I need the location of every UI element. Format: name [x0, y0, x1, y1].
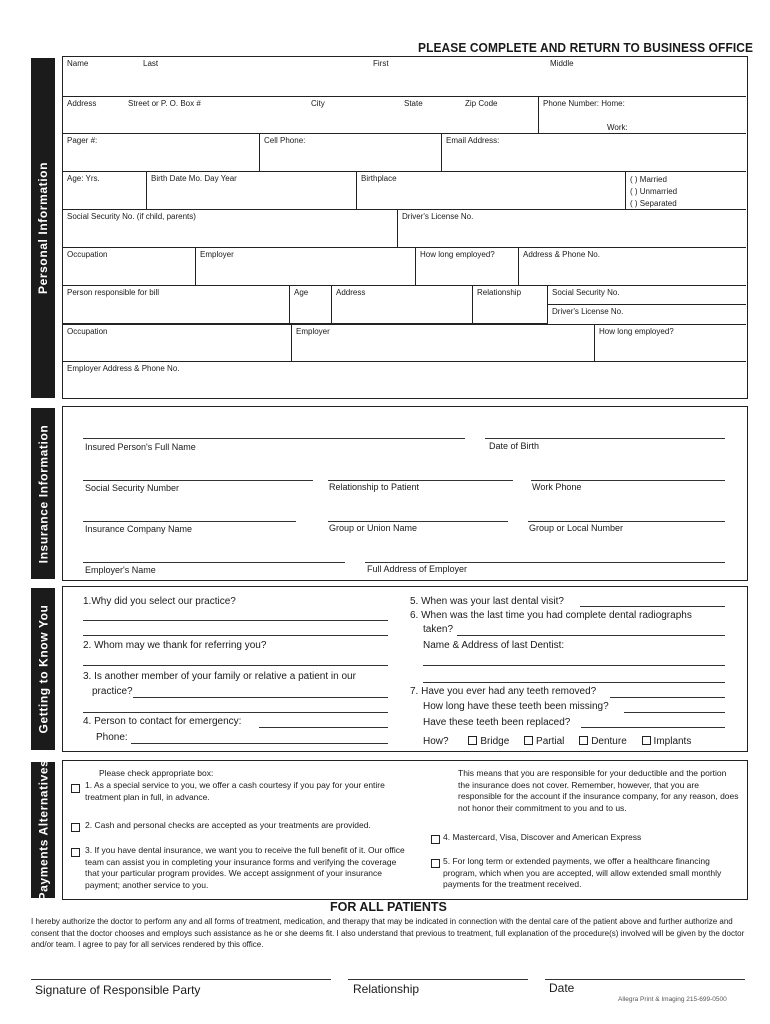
employer-name-label: Employer's Name: [85, 565, 156, 575]
emergency-phone-input[interactable]: [131, 743, 388, 744]
birth-date-field[interactable]: Birth Date Mo. Day Year: [147, 172, 357, 210]
form-header: PLEASE COMPLETE AND RETURN TO BUSINESS OFFICE: [418, 40, 754, 55]
emergency-contact-input[interactable]: [259, 727, 388, 728]
name-field[interactable]: Name Last First Middle: [63, 57, 746, 97]
responsible-person-field[interactable]: Person responsible for bill: [63, 286, 290, 324]
payment-option-1: 1. As a special service to you, we offer a cash courtesy if you pay for your entire treatment plan in full, in advance.: [85, 780, 385, 802]
insurance-company-label: Insurance Company Name: [85, 524, 193, 534]
responsible-how-long-field[interactable]: How long employed?: [595, 324, 746, 362]
responsible-dl-field[interactable]: Driver's License No.: [552, 307, 624, 316]
q3-family-member: 3. Is another member of your family or relative a patient in our: [83, 671, 356, 682]
tab-personal-information: Personal Information: [31, 58, 55, 398]
employer-address-field[interactable]: Employer Address & Phone No.: [67, 364, 180, 373]
payment-option-1-checkbox[interactable]: [71, 784, 80, 793]
payment-option-2-checkbox[interactable]: [71, 823, 80, 832]
date-line[interactable]: [545, 979, 745, 980]
q7-answer-line[interactable]: [610, 697, 725, 698]
responsible-address-field[interactable]: Address: [332, 286, 473, 324]
phone-home-field[interactable]: Phone Number: Home: Work:: [539, 97, 746, 134]
denture-checkbox[interactable]: [579, 736, 588, 745]
last-dentist-label: Name & Address of last Dentist:: [423, 640, 565, 651]
payment-option-4-checkbox[interactable]: [431, 835, 440, 844]
address-field[interactable]: Address Street or P. O. Box # City State Zip Code: [63, 97, 539, 134]
implants-checkbox[interactable]: [642, 736, 651, 745]
q2-answer-line[interactable]: [83, 665, 388, 666]
partial-checkbox[interactable]: [524, 736, 533, 745]
employer-field[interactable]: Employer: [196, 248, 416, 286]
pager-field[interactable]: Pager #:: [63, 134, 260, 172]
q3-answer-line-2[interactable]: [83, 712, 388, 713]
last-dentist-line-2[interactable]: [423, 682, 725, 683]
payment-option-3-checkbox[interactable]: [71, 848, 80, 857]
for-all-patients-heading: FOR ALL PATIENTS: [330, 900, 447, 914]
q1-answer-line[interactable]: [83, 620, 388, 621]
email-field[interactable]: Email Address:: [442, 134, 746, 172]
insurance-information-section: [62, 406, 748, 581]
payment-option-5: 5. For long term or extended payments, we offer a healthcare financing program, which when you are accepted, will allow extended small monthly payments for the treatment received.: [443, 856, 722, 889]
payment-option-2: 2. Cash and personal checks are accepted as your treatments are provided.: [85, 820, 371, 830]
q1-answer-line-2[interactable]: [83, 635, 388, 636]
relationship-label: Relationship: [353, 982, 420, 996]
tab-payments-alternatives: Payments Alternatives: [31, 762, 55, 898]
payments-alternatives-section: [62, 760, 748, 900]
q6-radiographs: 6. When was the last time you had complete dental radiographs: [410, 610, 692, 621]
q6-answer-line[interactable]: [457, 635, 725, 636]
drivers-license-field[interactable]: Driver's License No.: [398, 210, 746, 248]
ssn-field[interactable]: Social Security No. (if child, parents): [63, 210, 398, 248]
teeth-replaced-line[interactable]: [581, 727, 725, 728]
replacement-how: How? Bridge Partial Denture Implants: [423, 736, 692, 747]
address-phone-field[interactable]: Address & Phone No.: [519, 248, 746, 286]
teeth-replaced-label: Have these teeth been replaced?: [423, 717, 571, 728]
relationship-to-patient-label: Relationship to Patient: [329, 482, 420, 492]
q5-answer-line[interactable]: [580, 606, 725, 607]
q1-practice: 1.Why did you select our practice?: [83, 596, 236, 607]
personal-information-section: [62, 56, 748, 399]
how-long-employed-field[interactable]: How long employed?: [416, 248, 519, 286]
marital-status-field[interactable]: ( ) Married ( ) Unmarried ( ) Separated: [626, 172, 746, 210]
payment-option-3: 3. If you have dental insurance, we want you to receive the full benefit of it. Our office team can assist you in completing your insurance forms and verifying the coverage that your particular program provides. We accept assignment of your insurance payment; another service to you.: [85, 845, 405, 890]
bridge-checkbox[interactable]: [468, 736, 477, 745]
payments-intro: Please check appropriate box:: [99, 768, 214, 778]
printer-credit: Allegra Print & Imaging 215-699-0500: [618, 996, 727, 1003]
responsible-ssn-field[interactable]: Social Security No.: [548, 286, 746, 305]
payment-option-3-continued: This means that you are responsible for your deductible and the portion the insurance does not cover. Remember, however, that you are responsible for the account if the insurance company, for any reason, does not honor their commitment to you and to us.: [458, 768, 739, 813]
age-field[interactable]: Age: Yrs.: [63, 172, 147, 210]
occupation-field[interactable]: Occupation: [63, 248, 196, 286]
group-local-label: Group or Local Number: [529, 523, 624, 533]
teeth-missing-label: How long have these teeth been missing?: [423, 701, 609, 712]
payment-option-4: 4. Mastercard, Visa, Discover and American Express: [443, 832, 642, 842]
q5-last-visit: 5. When was your last dental visit?: [410, 596, 564, 607]
getting-to-know-you-section: 1.Why did you select our practice? 2. Whom may we thank for referring you? 3. Is another member of your family or relative a patient in our practice? 4. Person to contact for emergency: Phone: 5. When was your last dental visit? 6. When was the last time you had complete dental radiographs taken? Name & Address of last Dentist: 7. Have you ever had any teeth removed? How long have these teeth been missing? Have these teeth been replaced? How? Bridge Partial Denture Implants: [62, 586, 748, 752]
payment-option-5-checkbox[interactable]: [431, 859, 440, 868]
date-label: Date: [549, 981, 575, 995]
cell-phone-field[interactable]: Cell Phone:: [260, 134, 442, 172]
tab-insurance-information: Insurance Information: [31, 408, 55, 579]
employer-address-label: Full Address of Employer: [367, 564, 468, 574]
q4-emergency-contact: 4. Person to contact for emergency:: [83, 716, 242, 727]
tab-getting-to-know-you: Getting to Know You: [31, 588, 55, 750]
birthplace-field[interactable]: Birthplace: [357, 172, 626, 210]
q7-teeth-removed: 7. Have you ever had any teeth removed?: [410, 686, 597, 697]
authorization-statement: I hereby authorize the doctor to perform any and all forms of treatment, medication, and therapy that may be indicated in connection with the dental care of the patient above and further authorize and consent that the doctor chooses and employs such assistance as he or she deems fit. I also understand that previous to treatment, full explanation of the procedure(s) involved will be given by the doctor and/or team. I agree to pay for all services rendered by this office.: [31, 917, 745, 949]
signature-label: Signature of Responsible Party: [35, 983, 201, 997]
relationship-line[interactable]: [348, 979, 528, 980]
responsible-occupation-field[interactable]: Occupation: [63, 324, 292, 362]
q3-answer-line[interactable]: [133, 697, 388, 698]
dob-label: Date of Birth: [489, 441, 540, 451]
work-phone-label: Work Phone: [532, 482, 582, 492]
q2-referral: 2. Whom may we thank for referring you?: [83, 640, 267, 651]
responsible-employer-field[interactable]: Employer: [292, 324, 595, 362]
teeth-missing-line[interactable]: [624, 712, 725, 713]
insured-ssn-label: Social Security Number: [85, 483, 180, 493]
last-dentist-line-1[interactable]: [423, 665, 725, 666]
insured-name-label: Insured Person's Full Name: [85, 442, 196, 452]
signature-line[interactable]: [31, 979, 331, 980]
responsible-age-field[interactable]: Age: [290, 286, 332, 324]
group-union-label: Group or Union Name: [329, 523, 418, 533]
responsible-relationship-field[interactable]: Relationship: [473, 286, 548, 324]
